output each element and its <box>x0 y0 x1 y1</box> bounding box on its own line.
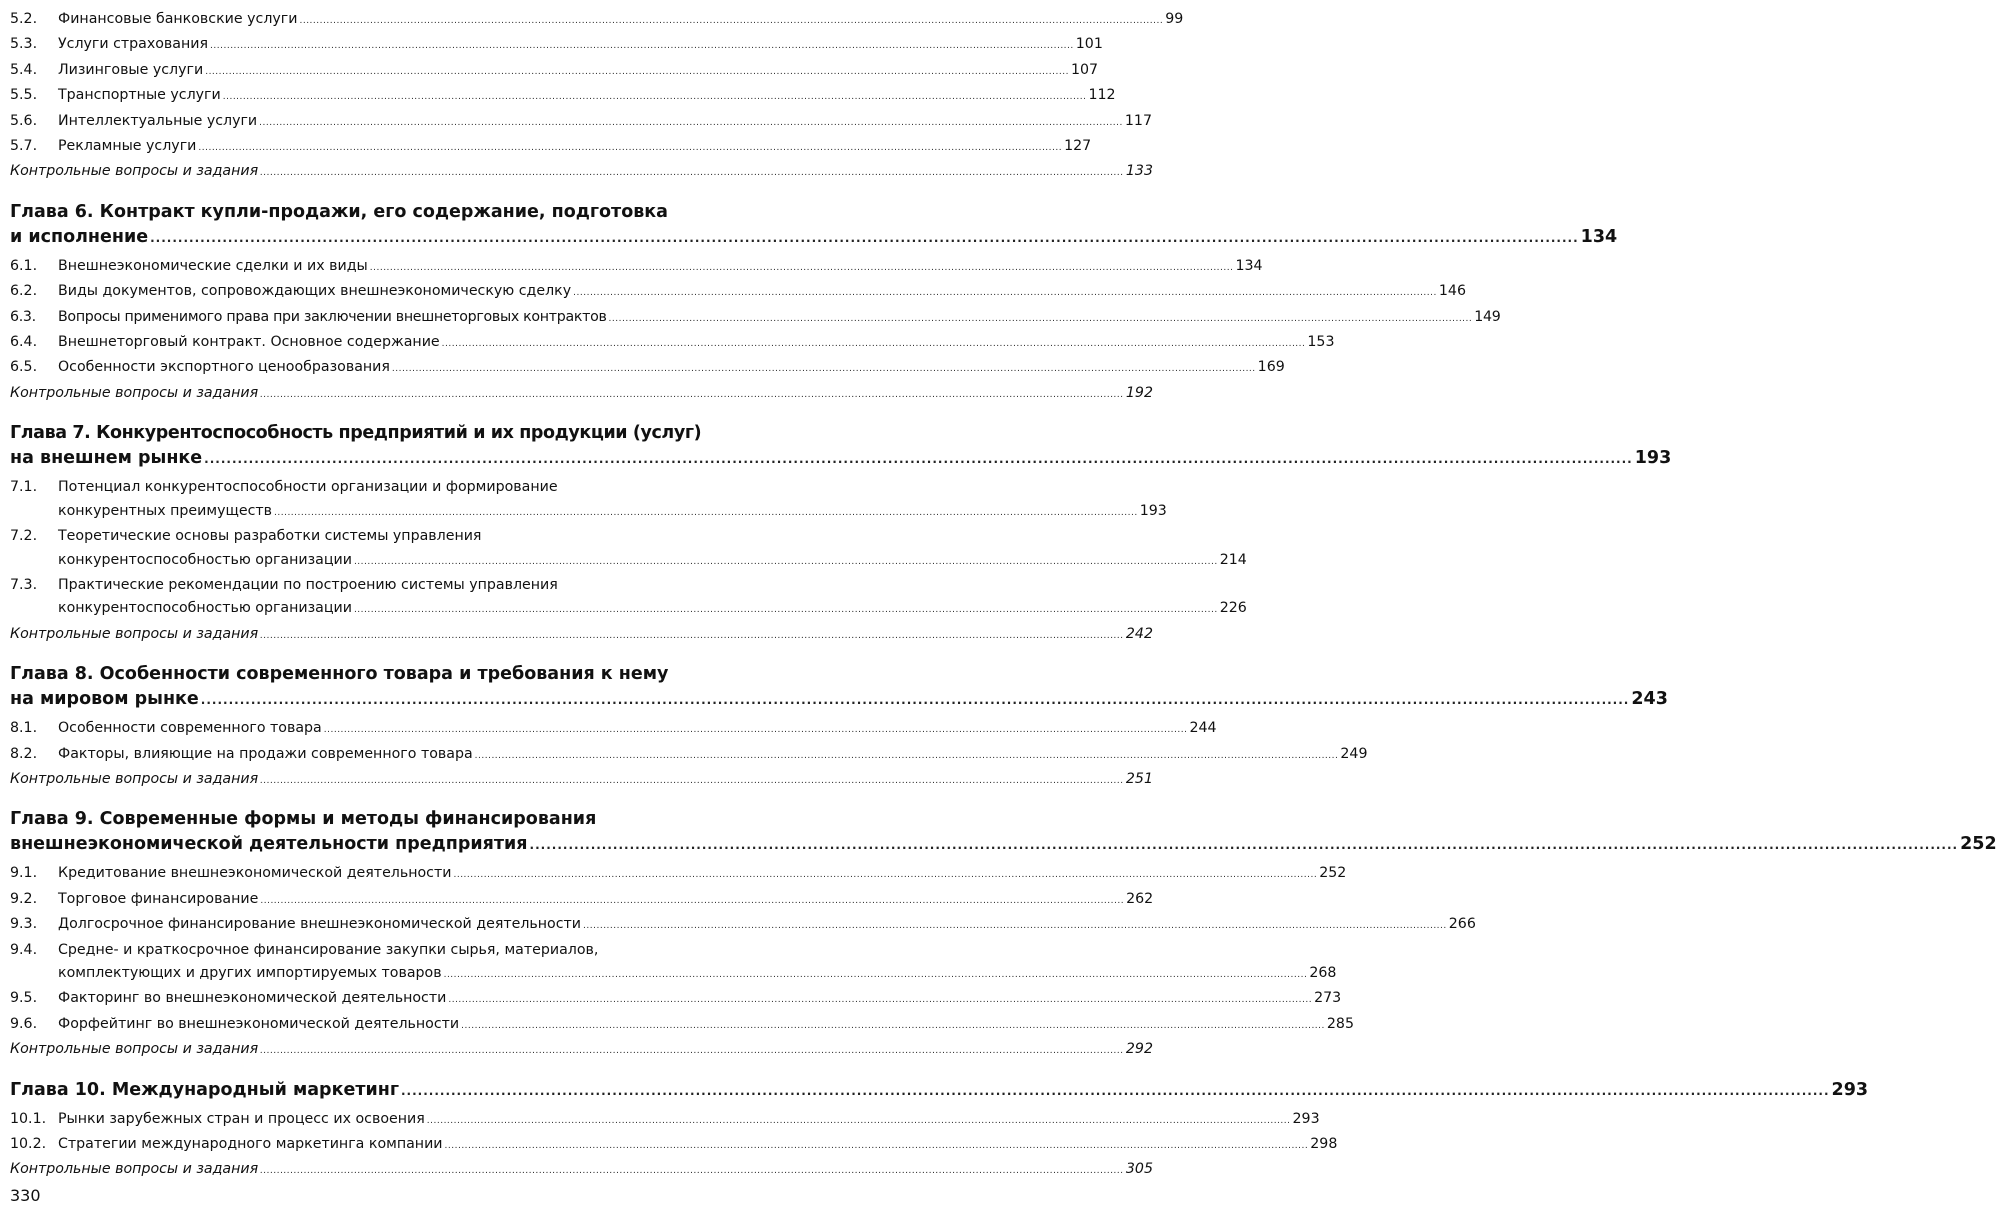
toc-entry <box>10 280 1466 305</box>
entry-number: 8.2. <box>10 745 38 762</box>
chapter-title-end: внешнеэкономической деятельности предприятия <box>10 834 528 855</box>
entry-title-cont: конкурентных преимуществ <box>58 502 272 519</box>
toc-entry <box>10 59 1099 84</box>
toc-entry-line1 <box>10 939 700 962</box>
toc-entry <box>10 1133 1338 1158</box>
dot-leader <box>444 962 1308 987</box>
entry-title: Факторы, влияющие на продажи современного товара <box>58 745 473 762</box>
entry-page: 107 <box>1070 61 1099 78</box>
chapter-page: 252 <box>1960 834 1997 855</box>
entry-title-cont: комплектующих и других импортируемых товаров <box>58 964 442 981</box>
entry-page: 134 <box>1235 257 1263 274</box>
entry-title: Контрольные вопросы и задания <box>10 770 259 787</box>
dot-leader <box>260 888 1124 913</box>
toc-entry <box>10 84 1116 109</box>
entry-number: 6.3. <box>10 308 36 325</box>
dot-leader <box>427 1108 1291 1133</box>
entry-title: Рынки зарубежных стран и процесс их освоения <box>58 1110 425 1127</box>
entry-title: Услуги страхования <box>58 36 209 53</box>
chapter-heading: Глава 8. Особенности современного товара и требования к нему <box>10 664 669 685</box>
entry-number: 9.3. <box>10 916 38 933</box>
entry-page: 193 <box>1139 502 1167 519</box>
dot-leader <box>370 255 1234 280</box>
entry-page: 112 <box>1088 87 1116 104</box>
entry-page: 298 <box>1310 1136 1338 1152</box>
entry-number: 9.2. <box>10 890 38 907</box>
chapter-heading: Глава 6. Контракт купли-продажи, его содержание, подготовка <box>10 201 668 222</box>
entry-number: 9.1. <box>10 865 38 882</box>
dot-leader <box>583 913 1447 938</box>
entry-page: 292 <box>1125 1041 1153 1058</box>
entry-title: Контрольные вопросы и задания <box>10 1041 259 1058</box>
entry-title: Торговое финансирование <box>58 890 259 907</box>
entry-title: Виды документов, сопровождающих внешнеэкономическую сделку <box>58 283 572 300</box>
toc-entry <box>10 255 1263 280</box>
dot-leader <box>260 1158 1124 1183</box>
entry-number: 10.1. <box>10 1110 47 1127</box>
review-questions-entry <box>10 768 1153 793</box>
entry-title: Рекламные услуги <box>58 138 197 155</box>
dot-leader <box>210 33 1074 58</box>
entry-title-cont: конкурентоспособностью организации <box>58 551 352 568</box>
dot-leader <box>259 110 1123 135</box>
review-questions-entry <box>10 1158 1153 1183</box>
entry-page: 146 <box>1438 283 1466 300</box>
dot-leader <box>201 687 1630 713</box>
dot-leader <box>299 8 1163 33</box>
chapter-title-end: на внешнем рынке <box>10 448 203 469</box>
table-of-contents <box>10 8 1997 1184</box>
dot-leader <box>445 1133 1309 1158</box>
entry-title: Практические рекомендации по построению системы управления <box>58 576 558 593</box>
dot-leader <box>260 160 1124 185</box>
chapter-heading-line <box>10 225 1618 251</box>
entry-title: Потенциал конкурентоспособности организации и формирование <box>58 479 558 496</box>
toc-entry <box>10 913 1476 938</box>
chapter-title-end: на мировом рынке <box>10 689 199 710</box>
toc-entry-line1 <box>10 525 700 548</box>
entry-number: 10.2. <box>10 1136 47 1152</box>
entry-page: 214 <box>1219 551 1247 568</box>
toc-entry <box>10 110 1152 135</box>
dot-leader <box>205 59 1069 84</box>
dot-leader <box>354 597 1218 622</box>
page-number: 330 <box>10 1186 41 1205</box>
entry-number: 6.4. <box>10 334 38 351</box>
entry-page: 127 <box>1064 138 1092 155</box>
entry-number: 7.3. <box>10 576 38 593</box>
entry-page: 149 <box>1474 308 1501 325</box>
chapter-heading: Глава 10. Международный маркетинг <box>10 1079 399 1100</box>
chapter-page: 193 <box>1634 448 1672 469</box>
entry-title: Особенности экспортного ценообразования <box>58 359 390 376</box>
chapter-heading-line <box>10 687 1668 713</box>
entry-number: 5.2. <box>10 11 38 27</box>
entry-title: Контрольные вопросы и задания <box>10 1161 259 1178</box>
toc-entry <box>10 306 1501 331</box>
dot-leader <box>223 84 1087 109</box>
dot-leader <box>274 500 1138 525</box>
chapter-heading-line <box>10 832 1997 858</box>
entry-number: 9.6. <box>10 1015 38 1032</box>
entry-title: Факторинг во внешнеэкономической деятельности <box>58 990 447 1007</box>
entry-page: 117 <box>1124 112 1152 129</box>
entry-page: 285 <box>1326 1015 1354 1032</box>
entry-number: 5.6. <box>10 112 38 129</box>
dot-leader <box>530 832 1959 858</box>
dot-leader <box>204 446 1633 472</box>
entry-page: 242 <box>1125 625 1153 642</box>
entry-title-cont: конкурентоспособностью организации <box>58 600 352 617</box>
dot-leader <box>401 1078 1830 1104</box>
entry-number: 8.1. <box>10 720 38 737</box>
chapter-heading-line <box>10 1078 1869 1104</box>
entry-title: Теоретические основы разработки системы управления <box>58 528 482 545</box>
chapter-heading-line <box>10 446 1672 472</box>
toc-entry <box>10 135 1092 160</box>
chapter-heading: Глава 9. Современные формы и методы финансирования <box>10 809 597 830</box>
toc-entry-line2 <box>10 962 1337 987</box>
entry-page: 268 <box>1309 964 1337 981</box>
entry-title: Форфейтинг во внешнеэкономической деятельности <box>58 1015 460 1032</box>
dot-leader <box>354 549 1218 574</box>
dot-leader <box>392 356 1256 381</box>
entry-number: 6.1. <box>10 257 38 274</box>
entry-page: 262 <box>1126 890 1154 907</box>
chapter-heading: Глава 7. Конкурентоспособность предприятий и их продукции (услуг) <box>10 423 702 444</box>
dot-leader <box>475 743 1339 768</box>
entry-title: Внешнеторговый контракт. Основное содержание <box>58 334 440 351</box>
dot-leader <box>260 768 1124 793</box>
entry-title: Интеллектуальные услуги <box>58 112 258 129</box>
entry-title: Вопросы применимого права при заключении внешнеторговых контрактов <box>58 308 607 325</box>
entry-page: 226 <box>1219 600 1247 617</box>
entry-title: Кредитование внешнеэкономической деятельности <box>58 865 452 882</box>
dot-leader <box>573 280 1437 305</box>
toc-entry <box>10 743 1368 768</box>
dot-leader <box>442 331 1306 356</box>
toc-entry <box>10 1108 1320 1133</box>
toc-entry <box>10 987 1342 1012</box>
entry-page: 244 <box>1189 720 1217 737</box>
dot-leader <box>461 1013 1325 1038</box>
entry-page: 273 <box>1314 990 1342 1007</box>
entry-page: 249 <box>1340 745 1368 762</box>
entry-number: 9.5. <box>10 990 38 1007</box>
entry-title: Стратегии международного маркетинга компании <box>58 1136 443 1152</box>
toc-entry <box>10 356 1285 381</box>
entry-title: Контрольные вопросы и задания <box>10 163 259 180</box>
entry-number: 7.1. <box>10 479 38 496</box>
entry-page: 266 <box>1448 916 1476 933</box>
entry-title: Контрольные вопросы и задания <box>10 384 259 401</box>
toc-entry <box>10 862 1347 887</box>
review-questions-entry <box>10 1038 1153 1063</box>
chapter-title-end: и исполнение <box>10 226 149 247</box>
entry-number: 5.4. <box>10 61 38 78</box>
entry-title: Транспортные услуги <box>58 87 221 104</box>
dot-leader <box>324 717 1188 742</box>
toc-entry-line2 <box>10 549 1247 574</box>
entry-title: Контрольные вопросы и задания <box>10 625 259 642</box>
toc-entry-line1 <box>10 574 700 597</box>
entry-page: 133 <box>1125 163 1153 180</box>
review-questions-entry <box>10 623 1153 648</box>
toc-entry <box>10 331 1335 356</box>
review-questions-entry <box>10 160 1153 185</box>
entry-title: Внешнеэкономические сделки и их виды <box>58 257 368 274</box>
entry-page: 101 <box>1075 36 1103 53</box>
entry-title: Особенности современного товара <box>58 720 322 737</box>
entry-number: 7.2. <box>10 528 38 545</box>
entry-number: 9.4. <box>10 941 38 958</box>
entry-page: 169 <box>1257 359 1285 376</box>
dot-leader <box>609 306 1473 331</box>
entry-page: 251 <box>1125 770 1153 787</box>
dot-leader <box>260 623 1124 648</box>
entry-page: 305 <box>1125 1161 1153 1178</box>
toc-entry <box>10 8 1184 33</box>
toc-entry <box>10 33 1103 58</box>
dot-leader <box>453 862 1317 887</box>
chapter-page: 243 <box>1631 689 1668 710</box>
toc-entry <box>10 888 1154 913</box>
toc-entry-line2 <box>10 500 1167 525</box>
toc-entry <box>10 1013 1354 1038</box>
toc-entry-line2 <box>10 597 1247 622</box>
toc-entry-line1 <box>10 476 700 499</box>
entry-number: 5.3. <box>10 36 38 53</box>
dot-leader <box>150 225 1579 251</box>
review-questions-entry <box>10 382 1153 407</box>
entry-title: Средне- и краткосрочное финансирование закупки сырья, материалов, <box>58 941 599 958</box>
entry-title: Долгосрочное финансирование внешнеэкономической деятельности <box>58 916 582 933</box>
dot-leader <box>260 382 1124 407</box>
entry-page: 99 <box>1165 11 1184 27</box>
entry-page: 192 <box>1125 384 1153 401</box>
dot-leader <box>448 987 1312 1012</box>
entry-page: 153 <box>1307 334 1335 351</box>
chapter-page: 293 <box>1831 1079 1869 1100</box>
entry-number: 6.5. <box>10 359 38 376</box>
entry-page: 293 <box>1292 1110 1320 1127</box>
entry-page: 252 <box>1319 865 1347 882</box>
dot-leader <box>260 1038 1124 1063</box>
toc-entry <box>10 717 1217 742</box>
entry-title: Лизинговые услуги <box>58 61 204 78</box>
entry-title: Финансовые банковские услуги <box>58 11 298 27</box>
entry-number: 5.5. <box>10 87 38 104</box>
entry-number: 6.2. <box>10 283 38 300</box>
dot-leader <box>198 135 1062 160</box>
chapter-page: 134 <box>1580 226 1618 247</box>
entry-number: 5.7. <box>10 138 38 155</box>
